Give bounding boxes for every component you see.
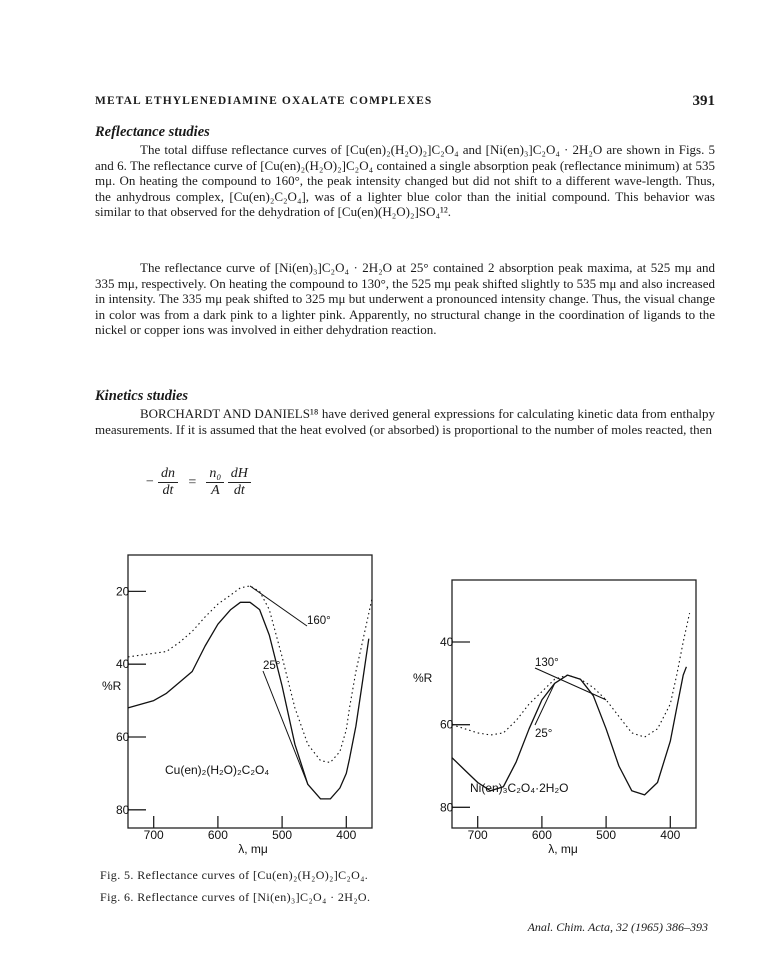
x-tick-label: 600	[207, 828, 228, 842]
caption-figure-5: Fig. 5. Reflectance curves of [Cu(en)₂(H₂O)₂]C₂O₄.	[100, 868, 369, 882]
temperature-label: 25°	[263, 660, 281, 672]
plot-frame	[128, 555, 372, 828]
eq-equals: =	[187, 474, 197, 490]
series-line-room-temp	[452, 667, 686, 795]
series-line-heated	[452, 613, 690, 737]
caption-figure-6: Fig. 6. Reflectance curves of [Ni(en)₃]C₂O₄ · 2H₂O.	[100, 890, 371, 904]
y-tick-label: 80	[440, 800, 454, 815]
y-axis-label: %R	[102, 679, 122, 693]
temperature-leader	[250, 586, 307, 626]
x-tick-label: 400	[336, 828, 357, 842]
temperature-label: 130°	[535, 657, 559, 669]
x-tick-label: 400	[660, 828, 681, 842]
eq-lhs-denominator: dt	[162, 483, 174, 498]
eq-minus: −	[145, 474, 155, 490]
temperature-leader	[263, 671, 308, 784]
running-head: METAL ETHYLENEDIAMINE OXALATE COMPLEXES	[95, 95, 433, 107]
y-tick-label: 80	[116, 802, 130, 817]
page-number: 391	[692, 93, 715, 109]
section-heading-kinetics: Kinetics studies	[95, 388, 189, 404]
paragraph-reflectance-1: The total diffuse reflectance curves of [Cu(en)₂(H₂O)₂]C₂O₄ and [Ni(en)₃]C₂O₄ · 2H₂O are shown in Figs. 5 and 6. The reflectance curve of [Cu(en)₂(H₂O)₂]C₂O₄ contained a single absorption peak (reflectance minimum) at 535 mμ. On heating the compound to 160°, the peak intensity changed but did not shift to a different wave-length. Thus, the anhydrous complex, [Cu(en)₂C₂O₄], was of a lighter blue color than the initial compound. This behavior was similar to that observed for the dehydration of [Cu(en)(H₂O)₂]SO₄¹².	[95, 142, 715, 220]
eq-rhs1-denominator: A	[211, 483, 220, 498]
y-tick-label: 40	[440, 635, 454, 649]
eq-rhs2-denominator: dt	[233, 483, 245, 498]
compound-label: Ni(en)₃C₂O₄·2H₂O	[470, 781, 569, 795]
eq-rhs2-numerator: dH	[228, 466, 251, 483]
figure-6-chart	[413, 580, 696, 856]
temperature-label: 25°	[535, 728, 553, 740]
eq-rhs1-numerator: n₀	[206, 466, 224, 483]
x-axis-label: λ, mμ	[548, 842, 578, 856]
eq-lhs-numerator: dn	[158, 466, 178, 483]
journal-citation-text: Anal. Chim. Acta, 32 (1965) 386–393	[527, 920, 708, 934]
journal-citation	[528, 920, 708, 935]
figure-5-chart	[102, 555, 372, 856]
paragraph-reflectance-2: The reflectance curve of [Ni(en)₃]C₂O₄ · 2H₂O at 25° contained 2 absorption peak maxima, at 525 mμ and 335 mμ, respectively. On heating the compound to 130°, the 525 mμ peak shifted slightly to 535 mμ and also increased in intensity. The 335 mμ peak shifted to 325 mμ but underwent a pronounced intensity change. Thus, the visual change in color was from a dark pink to a lighter pink. Apparently, no structural change in the coordination of ligands to the nickel or copper ions was involved in either dehydration reaction.	[95, 260, 715, 338]
section-heading-reflectance: Reflectance studies	[95, 124, 210, 140]
series-line-heated	[128, 586, 372, 763]
y-tick-label: 60	[116, 730, 130, 744]
x-tick-label: 600	[531, 828, 552, 842]
x-tick-label: 700	[143, 828, 164, 842]
y-axis-label: %R	[413, 671, 433, 685]
x-axis-label: λ, mμ	[238, 842, 268, 856]
paragraph-kinetics-1: BORCHARDT AND DANIELS¹⁸ have derived general expressions for calculating kinetic data from enthalpy measurements. If it is assumed that the heat evolved (or absorbed) is proportional to the number of moles reacted, then	[95, 406, 715, 437]
temperature-label: 160°	[307, 615, 331, 627]
compound-label: Cu(en)₂(H₂O)₂C₂O₄	[165, 763, 270, 777]
y-tick-label: 20	[116, 584, 130, 599]
y-tick-label: 60	[440, 717, 454, 732]
x-tick-label: 500	[596, 828, 617, 842]
y-tick-label: 40	[116, 657, 130, 672]
x-tick-label: 700	[467, 828, 488, 842]
temperature-leader	[535, 683, 555, 725]
x-tick-label: 500	[272, 828, 293, 842]
